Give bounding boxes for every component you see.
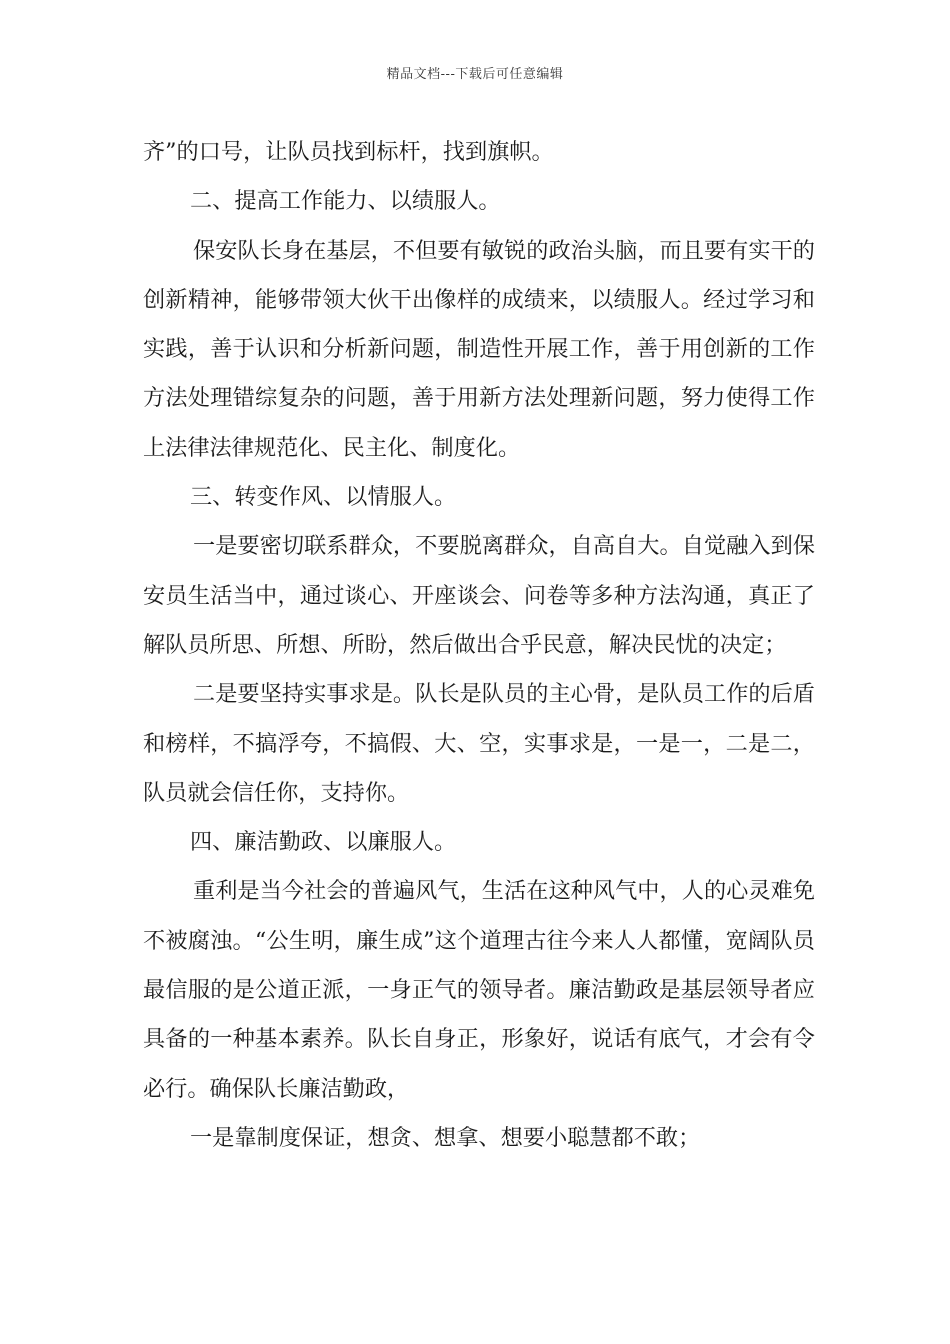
paragraph-ability: 保安队长身在基层，不但要有敏锐的政治头脑，而且要有实干的创新精神，能够带领大伙干出像样的成绩来，以绩服人。经过学习和实践，善于认识和分析新问题，制造性开展工作，善于用创新的工作方法处理错综复杂的问题，善于用新方法处理新问题，努力使得工作上法律法律规范化、民主化、制度化。 — [143, 237, 815, 461]
paragraph-seek-truth: 二是要坚持实事求是。队长是队员的主心骨，是队员工作的后盾和榜样，不搞浮夸，不搞假、大、空，实事求是，一是一，二是二，队员就会信任你，支持你。 — [143, 681, 815, 806]
document-body — [143, 128, 815, 1163]
paragraph-system-guarantee: 一是靠制度保证，想贪、想拿、想要小聪慧都不敢； — [190, 1124, 701, 1151]
page-header: 精品文档---下载后可任意编辑 — [386, 67, 564, 82]
section-heading-4: 四、廉洁勤政、以廉服人。 — [190, 829, 457, 856]
section-heading-3: 三、转变作风、以情服人。 — [190, 484, 457, 511]
paragraph-integrity: 重利是当今社会的普遍风气，生活在这种风气中，人的心灵难免不被腐浊。“公生明，廉生成”这个道理古往今来人人都懂，宽阔队员最信服的是公道正派，一身正气的领导者。廉洁勤政是基层领导者应具备的一种基本素养。队长自身正，形象好，说话有底气，才会有令必行。确保队长廉洁勤政， — [143, 878, 815, 1102]
paragraph-continuation: 齐”的口号，让队员找到标杆，找到旗帜。 — [143, 139, 554, 165]
paragraph-contact-masses: 一是要密切联系群众，不要脱离群众，自高自大。自觉融入到保安员生活当中，通过谈心、开座谈会、问卷等多种方法沟通，真正了解队员所思、所想、所盼，然后做出合乎民意，解决民忧的决定； — [143, 533, 815, 658]
section-heading-2: 二、提高工作能力、以绩服人。 — [190, 188, 501, 215]
